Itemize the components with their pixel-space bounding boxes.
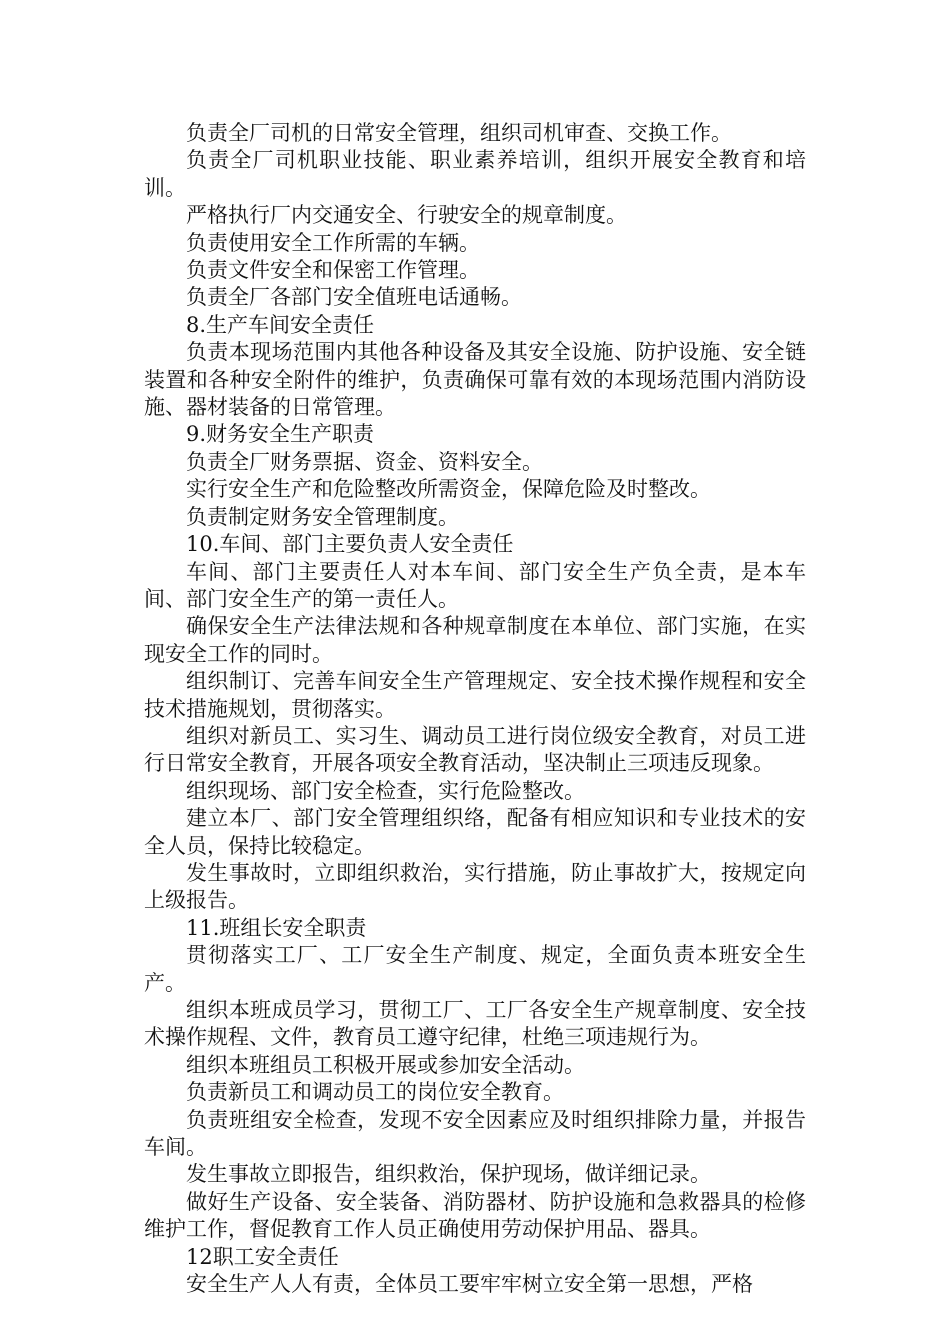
paragraph: 建立本厂、部门安全管理组织络，配备有相应知识和专业技术的安全人员，保持比较稳定。 <box>144 806 806 858</box>
paragraph: 负责全厂司机的日常安全管理，组织司机审查、交换工作。 <box>186 121 732 145</box>
section-heading: 12职工安全责任 <box>186 1244 339 1269</box>
paragraph: 组织本班组员工积极开展或参加安全活动。 <box>186 1052 585 1077</box>
section-heading: 9.财务安全生产职责 <box>186 422 375 447</box>
paragraph: 负责使用安全工作所需的车辆。 <box>186 230 480 255</box>
paragraph: 负责全厂司机职业技能、职业素养培训，组织开展安全教育和培训。 <box>144 148 806 200</box>
paragraph: 贯彻落实工厂、工厂安全生产制度、规定，全面负责本班安全生产。 <box>144 943 806 995</box>
section-heading: 8.生产车间安全责任 <box>186 312 375 337</box>
paragraph: 组织制订、完善车间安全生产管理规定、安全技术操作规程和安全技术措施规划，贯彻落实。 <box>144 669 806 721</box>
paragraph: 负责制定财务安全管理制度。 <box>186 504 459 529</box>
paragraph: 做好生产设备、安全装备、消防器材、防护设施和急救器具的检修维护工作，督促教育工作人员正确使用劳动保护用品、器具。 <box>144 1189 806 1242</box>
paragraph: 严格执行厂内交通安全、行驶安全的规章制度。 <box>186 203 627 228</box>
paragraph: 组织现场、部门安全检查，实行危险整改。 <box>186 778 585 803</box>
paragraph: 负责班组安全检查，发现不安全因素应及时组织排除力量，并报告车间。 <box>144 1107 806 1160</box>
paragraph: 负责全厂各部门安全值班电话通畅。 <box>186 285 522 310</box>
paragraph: 发生事故时，立即组织救治，实行措施，防止事故扩大，按规定向上级报告。 <box>144 860 806 913</box>
paragraph: 负责新员工和调动员工的岗位安全教育。 <box>186 1080 564 1105</box>
paragraph: 负责全厂财务票据、资金、资料安全。 <box>186 449 543 474</box>
paragraph: 组织本班成员学习，贯彻工厂、工厂各安全生产规章制度、安全技术操作规程、文件，教育员工遵守纪律，杜绝三项违规行为。 <box>144 998 806 1050</box>
section-heading: 10.车间、部门主要负责人安全责任 <box>186 532 514 557</box>
paragraph: 确保安全生产法律法规和各种规章制度在本单位、部门实施，在实现安全工作的同时。 <box>144 614 806 666</box>
paragraph: 负责文件安全和保密工作管理。 <box>186 258 480 283</box>
paragraph: 发生事故立即报告，组织救治，保护现场，做详细记录。 <box>186 1162 711 1187</box>
paragraph: 安全生产人人有责，全体员工要牢牢树立安全第一思想，严格 <box>186 1272 753 1297</box>
paragraph: 实行安全生产和危险整改所需资金，保障危险及时整改。 <box>186 477 711 502</box>
paragraph: 车间、部门主要责任人对本车间、部门安全生产负全责，是本车间、部门安全生产的第一责任人。 <box>144 559 806 611</box>
section-heading: 11.班组长安全职责 <box>186 915 367 940</box>
paragraph: 负责本现场范围内其他各种设备及其安全设施、防护设施、安全链装置和各种安全附件的维护，负责确保可靠有效的本现场范围内消防设施、器材装备的日常管理。 <box>144 340 806 420</box>
document-body <box>144 120 806 1298</box>
paragraph: 组织对新员工、实习生、调动员工进行岗位级安全教育，对员工进行日常安全教育，开展各项安全教育活动，坚决制止三项违反现象。 <box>144 723 806 776</box>
